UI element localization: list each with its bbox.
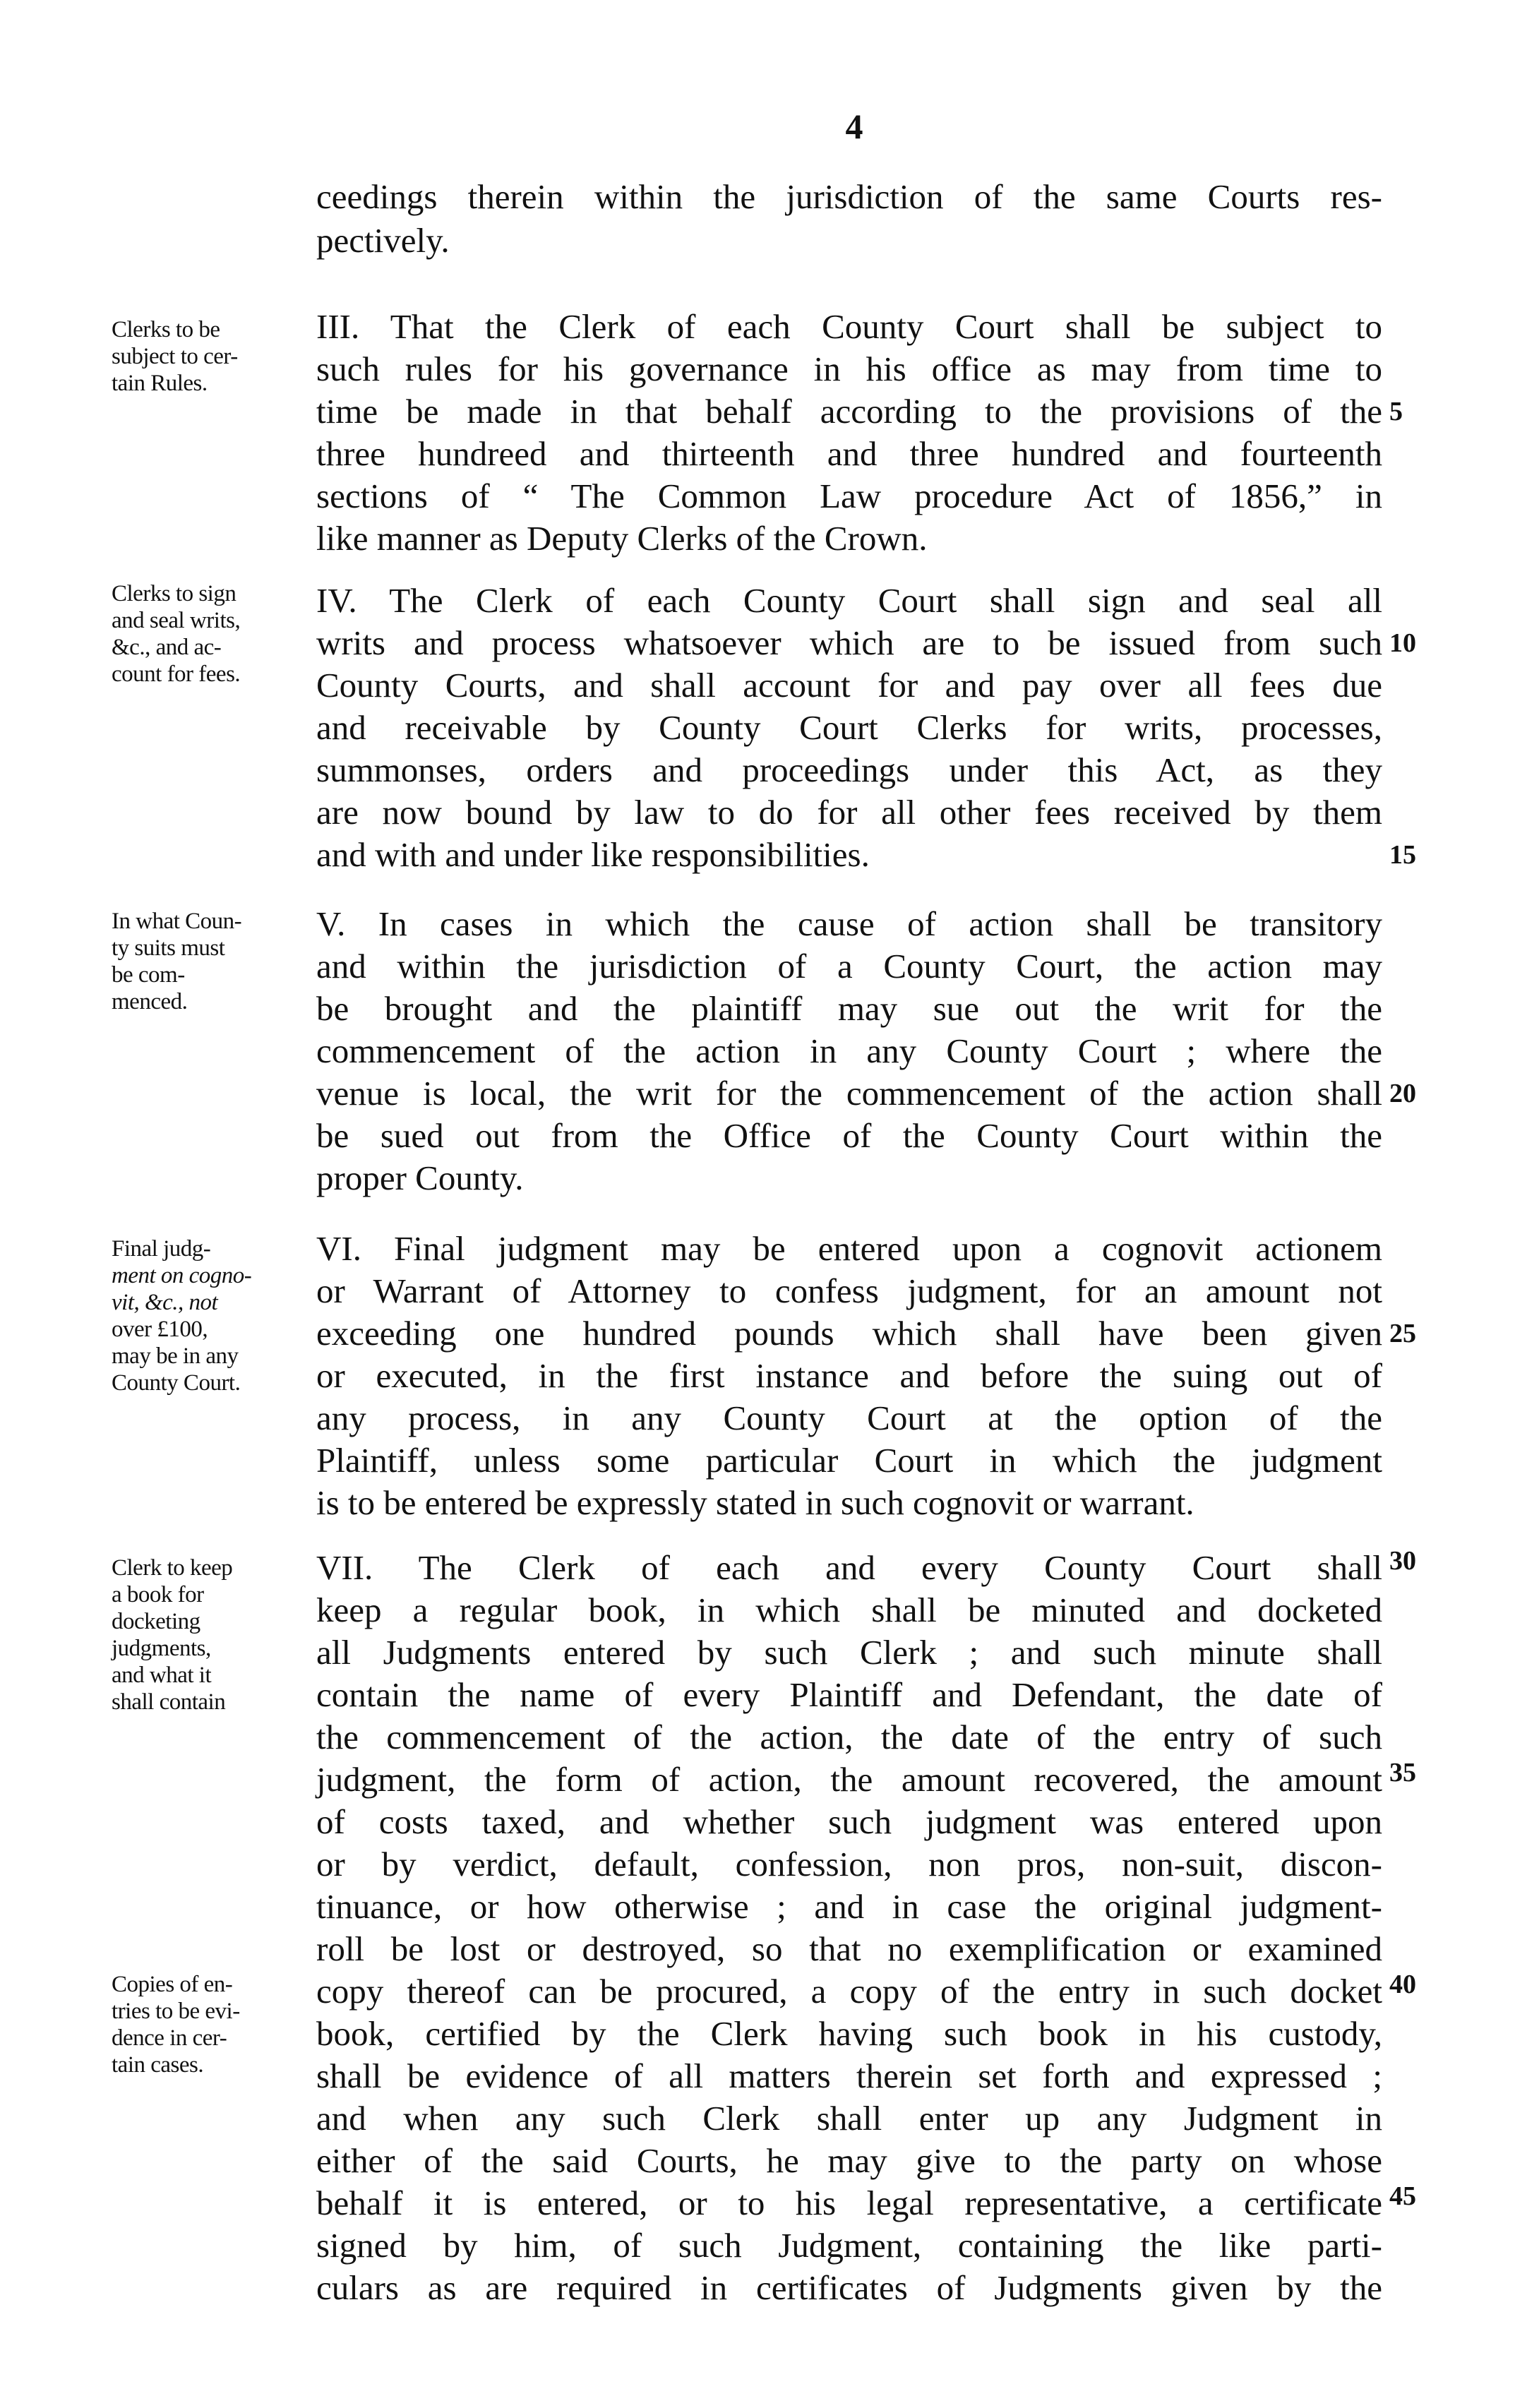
text-line: contain the name of every Plaintiff and Defendant, the date of	[316, 1675, 1382, 1714]
text-line: roll be lost or destroyed, so that no exemplification or examined	[316, 1929, 1382, 1968]
text-line: three hundreed and thirteenth and three hundred and fourteenth	[316, 434, 1382, 473]
line-number: 30	[1389, 1546, 1416, 1576]
line-number: 45	[1389, 2181, 1416, 2211]
margin-note: menced.	[112, 989, 188, 1014]
text-line: either of the said Courts, he may give to the party on whose	[316, 2141, 1382, 2180]
text-line: are now bound by law to do for all other fees received by them	[316, 793, 1382, 832]
text-line: book, certified by the Clerk having such book in his custody,	[316, 2014, 1382, 2053]
margin-note: vit, &c., not	[112, 1290, 218, 1315]
text-line: summonses, orders and proceedings under this Act, as they	[316, 750, 1382, 789]
text-line: and when any such Clerk shall enter up any Judgment in	[316, 2099, 1382, 2138]
line-number: 35	[1389, 1758, 1416, 1787]
text-line: proper County.	[316, 1158, 524, 1197]
margin-note: and what it	[112, 1663, 212, 1688]
text-line: or by verdict, default, confession, non pros, non-suit, discon-	[316, 1845, 1382, 1883]
margin-note: over £100,	[112, 1317, 208, 1342]
text-line: judgment, the form of action, the amount recovered, the amount	[316, 1760, 1382, 1799]
line-number: 10	[1389, 628, 1416, 658]
line-number: 15	[1389, 840, 1416, 870]
text-line: time be made in that behalf according to the provisions of the	[316, 392, 1382, 431]
text-line: venue is local, the writ for the commencement of the action shall	[316, 1074, 1382, 1113]
margin-note: may be in any	[112, 1343, 239, 1369]
text-line: shall be evidence of all matters therein set forth and expressed ;	[316, 2056, 1382, 2095]
line-number: 20	[1389, 1079, 1416, 1108]
text-line: writs and process whatsoever which are to be issued from such	[316, 623, 1382, 662]
margin-note: &c., and ac-	[112, 635, 222, 660]
margin-note: Final judg-	[112, 1236, 211, 1262]
margin-note: Copies of en-	[112, 1972, 233, 1997]
margin-note: be com-	[112, 962, 185, 988]
text-line: is to be entered be expressly stated in such cognovit or warrant.	[316, 1483, 1194, 1522]
text-line: and with and under like responsibilities.	[316, 835, 870, 874]
text-line: signed by him, of such Judgment, containing the like parti-	[316, 2226, 1382, 2265]
text-line: ceedings therein within the jurisdiction of the same Courts res-	[316, 177, 1382, 216]
text-line: behalf it is entered, or to his legal representative, a certificate	[316, 2184, 1382, 2222]
text-line: and receivable by County Court Clerks for writs, processes,	[316, 708, 1382, 747]
text-line: be sued out from the Office of the County Court within the	[316, 1116, 1382, 1155]
margin-note: ment on cogno-	[112, 1263, 252, 1288]
text-line: any process, in any County Court at the option of the	[316, 1398, 1382, 1437]
margin-note: a book for	[112, 1582, 204, 1607]
margin-note: tries to be evi-	[112, 1999, 240, 2024]
text-line: IV. The Clerk of each County Court shall sign and seal all	[316, 581, 1382, 620]
text-line: or Warrant of Attorney to confess judgment, for an amount not	[316, 1271, 1382, 1310]
text-line: like manner as Deputy Clerks of the Crown.	[316, 519, 928, 558]
margin-note: judgments,	[112, 1636, 211, 1661]
margin-note: In what Coun-	[112, 909, 242, 934]
margin-note: Clerks to be	[112, 317, 220, 342]
text-line: be brought and the plaintiff may sue out the writ for the	[316, 989, 1382, 1028]
text-line: or executed, in the first instance and before the suing out of	[316, 1356, 1382, 1395]
text-line: VI. Final judgment may be entered upon a cognovit actionem	[316, 1229, 1382, 1268]
text-line: VII. The Clerk of each and every County Court shall	[316, 1548, 1382, 1587]
margin-note: shall contain	[112, 1689, 226, 1715]
margin-note: subject to cer-	[112, 344, 238, 369]
text-line: sections of “ The Common Law procedure Act of 1856,” in	[316, 477, 1382, 515]
text-line: tinuance, or how otherwise ; and in case the original judgment-	[316, 1887, 1382, 1926]
text-line: of costs taxed, and whether such judgment was entered upon	[316, 1802, 1382, 1841]
line-number: 5	[1389, 397, 1403, 426]
text-line: culars as are required in certificates of Judgments given by the	[316, 2268, 1382, 2307]
text-line: and within the jurisdiction of a County Court, the action may	[316, 947, 1382, 986]
text-line: exceeding one hundred pounds which shall have been given	[316, 1314, 1382, 1353]
margin-note: dence in cer-	[112, 2025, 227, 2051]
margin-note: Clerks to sign	[112, 581, 236, 606]
text-line: all Judgments entered by such Clerk ; and such minute shall	[316, 1633, 1382, 1672]
line-number: 40	[1389, 1970, 1416, 1999]
margin-note: tain cases.	[112, 2052, 204, 2078]
text-line: commencement of the action in any County Court ; where the	[316, 1031, 1382, 1070]
text-line: V. In cases in which the cause of action shall be transitory	[316, 904, 1382, 943]
text-line: copy thereof can be procured, a copy of the entry in such docket	[316, 1972, 1382, 2011]
margin-note: Clerk to keep	[112, 1555, 233, 1581]
page-number: 4	[845, 107, 863, 146]
text-line: the commencement of the action, the date of the entry of such	[316, 1718, 1382, 1756]
margin-note: tain Rules.	[112, 371, 208, 396]
margin-note: and seal writs,	[112, 608, 241, 633]
text-line: keep a regular book, in which shall be minuted and docketed	[316, 1591, 1382, 1629]
text-line: pectively.	[316, 221, 450, 260]
line-number: 25	[1389, 1319, 1416, 1348]
text-line: such rules for his governance in his office as may from time to	[316, 349, 1382, 388]
margin-note: County Court.	[112, 1370, 241, 1396]
text-line: County Courts, and shall account for and pay over all fees due	[316, 666, 1382, 705]
margin-note: docketing	[112, 1609, 200, 1634]
text-line: III. That the Clerk of each County Court shall be subject to	[316, 307, 1382, 346]
margin-note: count for fees.	[112, 661, 241, 687]
margin-note: ty suits must	[112, 935, 225, 961]
text-line: Plaintiff, unless some particular Court in which the judgment	[316, 1441, 1382, 1480]
